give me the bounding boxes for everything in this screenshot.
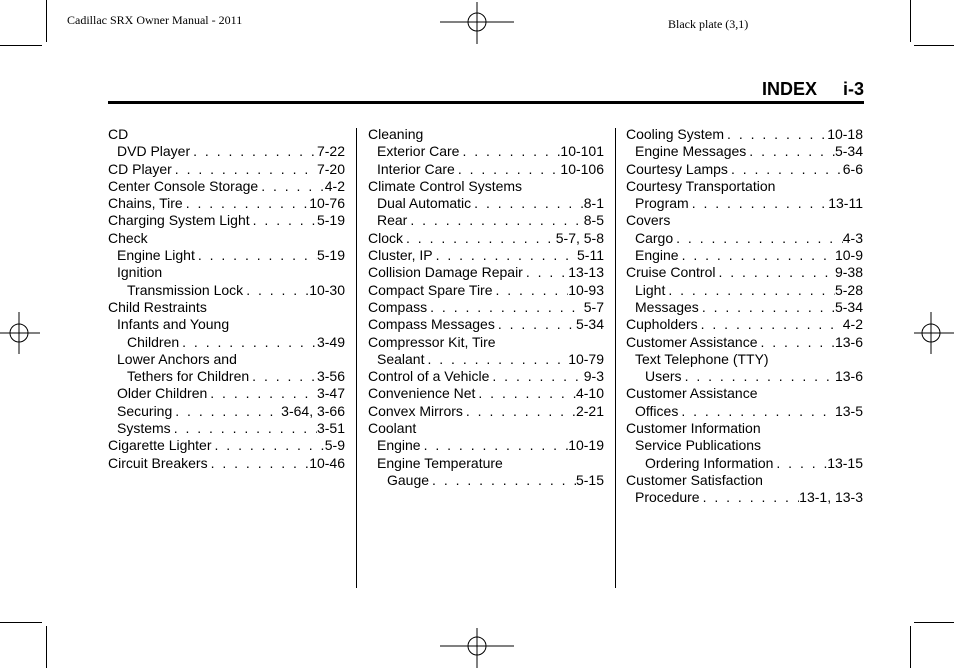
index-entry-page: 3-56 bbox=[316, 368, 345, 385]
index-entry-term: Compressor Kit, Tire bbox=[368, 333, 496, 350]
index-entry bbox=[368, 282, 604, 299]
index-entry-term: Users bbox=[645, 368, 682, 385]
index-entry-term: Gauge bbox=[387, 471, 430, 488]
dot-leader bbox=[700, 489, 800, 506]
index-entry bbox=[108, 264, 345, 281]
index-entry-term: Collision Damage Repair bbox=[368, 264, 523, 281]
page-number: i-3 bbox=[842, 79, 864, 99]
index-entry-page: 3-64, 3-66 bbox=[281, 402, 345, 419]
index-entry bbox=[626, 368, 863, 385]
index-entry bbox=[368, 143, 604, 160]
index-entry bbox=[626, 282, 863, 299]
index-entry-term: Compass Messages bbox=[368, 316, 495, 333]
dot-leader bbox=[728, 161, 843, 178]
dot-leader bbox=[495, 316, 576, 333]
index-entry-page: 5-34 bbox=[834, 143, 863, 160]
index-entry bbox=[626, 489, 863, 506]
index-entry bbox=[108, 334, 345, 351]
index-entry bbox=[108, 195, 345, 212]
index-entry bbox=[108, 247, 345, 264]
index-entry-term: Ordering Information bbox=[645, 454, 774, 471]
index-entry-page: 4-3 bbox=[842, 229, 863, 246]
registration-mark-icon bbox=[914, 312, 954, 354]
index-entry bbox=[368, 178, 604, 195]
index-entry-term: Compact Spare Tire bbox=[368, 281, 493, 298]
dot-leader bbox=[407, 212, 583, 229]
index-entry-page: 5-19 bbox=[316, 212, 345, 229]
dot-leader bbox=[250, 212, 317, 229]
index-entry-page: 5-7 bbox=[583, 298, 604, 315]
index-entry-page: 5-11 bbox=[577, 247, 604, 264]
index-entry-term: Interior Care bbox=[377, 160, 455, 177]
index-entry-page: 3-51 bbox=[316, 420, 345, 437]
index-entry bbox=[108, 126, 345, 143]
dot-leader bbox=[493, 282, 569, 299]
index-entry bbox=[368, 368, 604, 385]
index-entry bbox=[626, 195, 863, 212]
index-entry bbox=[626, 247, 863, 264]
dot-leader bbox=[179, 334, 317, 351]
index-entry-term: Clock bbox=[368, 229, 404, 246]
index-entry bbox=[368, 334, 604, 351]
index-entry-term: CD Player bbox=[108, 160, 172, 177]
registration-mark-icon bbox=[0, 312, 40, 354]
index-entry-page: 10-101 bbox=[560, 143, 604, 160]
index-entry-page: 10-46 bbox=[309, 454, 345, 471]
column-divider bbox=[615, 128, 616, 588]
registration-mark-icon bbox=[440, 628, 516, 668]
index-entry-term: Covers bbox=[626, 212, 671, 229]
crop-mark bbox=[0, 622, 42, 623]
index-column-3 bbox=[626, 126, 863, 507]
index-entry-page: 10-19 bbox=[568, 437, 604, 454]
index-entry-term: Coolant bbox=[368, 420, 417, 437]
dot-leader bbox=[433, 247, 577, 264]
index-entry bbox=[368, 212, 604, 229]
dot-leader bbox=[673, 230, 843, 247]
crop-mark bbox=[0, 45, 42, 46]
index-entry-term: Chains, Tire bbox=[108, 195, 183, 212]
dot-leader bbox=[523, 264, 568, 281]
dot-leader bbox=[679, 247, 835, 264]
index-entry-page: 4-2 bbox=[324, 177, 345, 194]
index-entry-term: Infants and Young bbox=[117, 316, 230, 333]
index-entry-term: CD bbox=[108, 126, 129, 142]
dot-leader bbox=[171, 420, 317, 437]
index-entry bbox=[626, 403, 863, 420]
dot-leader bbox=[403, 230, 556, 247]
index-entry bbox=[368, 437, 604, 454]
index-entry bbox=[368, 247, 604, 264]
index-entry-term: Courtesy Lamps bbox=[626, 160, 728, 177]
index-entry-page: 9-38 bbox=[834, 264, 863, 281]
index-entry bbox=[368, 385, 604, 402]
index-entry bbox=[108, 282, 345, 299]
dot-leader bbox=[724, 126, 827, 143]
index-entry-page: 5-19 bbox=[316, 247, 345, 264]
index-entry-page: 10-76 bbox=[309, 195, 345, 212]
index-entry-page: 13-5 bbox=[834, 402, 863, 419]
crop-mark bbox=[46, 0, 47, 42]
crop-mark bbox=[914, 622, 954, 623]
index-entry bbox=[108, 161, 345, 178]
index-entry-term: Offices bbox=[635, 402, 679, 419]
index-entry bbox=[626, 178, 863, 195]
dot-leader bbox=[665, 282, 835, 299]
index-entry-page: 7-20 bbox=[316, 160, 345, 177]
index-entry bbox=[626, 420, 863, 437]
index-entry bbox=[626, 351, 863, 368]
index-entry-term: Systems bbox=[117, 420, 171, 437]
index-entry-page: 13-1, 13-3 bbox=[799, 489, 863, 506]
dot-leader bbox=[207, 385, 317, 402]
index-entry bbox=[108, 299, 345, 316]
index-entry-page: 9-3 bbox=[583, 368, 604, 385]
index-entry-term: Service Publications bbox=[635, 437, 762, 454]
index-entry-page: 13-6 bbox=[834, 333, 863, 350]
index-entry bbox=[108, 455, 345, 472]
dot-leader bbox=[190, 143, 317, 160]
index-entry bbox=[626, 299, 863, 316]
index-entry-page: 10-93 bbox=[568, 281, 604, 298]
dot-leader bbox=[243, 282, 309, 299]
index-entry bbox=[108, 351, 345, 368]
index-entry-term: Charging System Light bbox=[108, 212, 250, 229]
index-entry-term: Center Console Storage bbox=[108, 177, 259, 194]
index-entry-page: 10-106 bbox=[560, 160, 604, 177]
dot-leader bbox=[429, 472, 576, 489]
index-entry-page: 13-6 bbox=[834, 368, 863, 385]
index-entry bbox=[368, 126, 604, 143]
index-entry-term: Courtesy Transportation bbox=[626, 177, 776, 194]
dot-leader bbox=[758, 334, 835, 351]
index-entry bbox=[626, 472, 863, 489]
index-entry-page: 10-18 bbox=[827, 126, 863, 142]
index-entry bbox=[368, 264, 604, 281]
index-entry-term: Cluster, IP bbox=[368, 247, 433, 264]
index-entry-term: Control of a Vehicle bbox=[368, 368, 490, 385]
page-title bbox=[762, 79, 864, 100]
index-entry bbox=[626, 161, 863, 178]
index-entry bbox=[108, 212, 345, 229]
index-entry bbox=[108, 178, 345, 195]
index-entry-term: Ignition bbox=[117, 264, 163, 281]
index-entry-term: Cleaning bbox=[368, 126, 424, 142]
index-entry-page: 7-22 bbox=[316, 143, 345, 160]
index-entry bbox=[368, 351, 604, 368]
index-entry bbox=[368, 316, 604, 333]
index-heading: INDEX bbox=[761, 79, 817, 99]
index-entry-page: 5-28 bbox=[834, 281, 863, 298]
index-entry-term: Child Restraints bbox=[108, 298, 207, 315]
index-entry bbox=[626, 455, 863, 472]
index-entry-term: Convenience Net bbox=[368, 385, 476, 402]
index-entry-page: 5-15 bbox=[575, 471, 604, 488]
index-entry bbox=[626, 264, 863, 281]
index-entry bbox=[108, 420, 345, 437]
index-entry-term: Engine Light bbox=[117, 247, 195, 264]
index-entry bbox=[368, 403, 604, 420]
dot-leader bbox=[678, 403, 835, 420]
index-entry bbox=[368, 299, 604, 316]
dot-leader bbox=[489, 368, 583, 385]
index-entry-term: Engine bbox=[377, 437, 421, 454]
index-entry-page: 10-9 bbox=[834, 247, 863, 264]
index-entry-page: 6-6 bbox=[842, 160, 863, 177]
index-entry-term: Older Children bbox=[117, 385, 208, 402]
index-entry bbox=[368, 195, 604, 212]
header-rule bbox=[108, 101, 864, 104]
registration-mark-icon bbox=[440, 2, 516, 44]
index-column-1 bbox=[108, 126, 345, 472]
index-entry bbox=[368, 472, 604, 489]
index-entry-page: 2-21 bbox=[575, 402, 604, 419]
dot-leader bbox=[746, 143, 835, 160]
crop-mark bbox=[914, 45, 954, 46]
index-entry-term: Climate Control Systems bbox=[368, 177, 523, 194]
index-entry-page: 10-79 bbox=[568, 350, 604, 367]
index-entry-term: Rear bbox=[377, 212, 408, 229]
index-entry bbox=[108, 385, 345, 402]
dot-leader bbox=[258, 178, 325, 195]
index-entry-term: Light bbox=[635, 281, 666, 298]
dot-leader bbox=[424, 351, 568, 368]
dot-leader bbox=[455, 161, 561, 178]
index-entry bbox=[626, 212, 863, 229]
index-entry-term: Customer Assistance bbox=[626, 385, 758, 402]
index-entry bbox=[368, 420, 604, 437]
index-entry bbox=[108, 143, 345, 160]
column-divider bbox=[356, 128, 357, 588]
crop-mark bbox=[910, 0, 911, 42]
index-entry bbox=[108, 368, 345, 385]
dot-leader bbox=[463, 403, 576, 420]
dot-leader bbox=[208, 455, 310, 472]
manual-title: Cadillac SRX Owner Manual - 2011 bbox=[67, 13, 243, 27]
dot-leader bbox=[682, 368, 835, 385]
index-entry-term: Dual Automatic bbox=[377, 195, 472, 212]
dot-leader bbox=[475, 385, 576, 402]
index-entry bbox=[108, 230, 345, 247]
index-entry-page: 13-11 bbox=[828, 195, 863, 212]
dot-leader bbox=[172, 161, 317, 178]
index-entry-term: Customer Information bbox=[626, 420, 761, 437]
index-entry-term: Transmission Lock bbox=[127, 281, 244, 298]
index-entry-page: 8-1 bbox=[583, 195, 604, 212]
index-entry-term: Convex Mirrors bbox=[368, 402, 463, 419]
index-entry bbox=[626, 334, 863, 351]
index-entry bbox=[108, 316, 345, 333]
index-entry bbox=[368, 161, 604, 178]
index-entry-term: Children bbox=[127, 333, 180, 350]
index-entry bbox=[626, 437, 863, 454]
index-entry-term: Text Telephone (TTY) bbox=[635, 350, 769, 367]
dot-leader bbox=[699, 299, 835, 316]
index-entry bbox=[626, 385, 863, 402]
index-entry-term: Sealant bbox=[377, 350, 425, 367]
index-entry-page: 13-15 bbox=[827, 454, 863, 471]
dot-leader bbox=[427, 299, 584, 316]
dot-leader bbox=[773, 455, 827, 472]
index-entry-term: Messages bbox=[635, 298, 699, 315]
index-entry-page: 5-34 bbox=[834, 298, 863, 315]
dot-leader bbox=[249, 368, 317, 385]
plate-label: Black plate (3,1) bbox=[668, 17, 749, 31]
index-entry bbox=[368, 230, 604, 247]
index-entry bbox=[626, 143, 863, 160]
index-entry bbox=[626, 230, 863, 247]
index-entry-term: Circuit Breakers bbox=[108, 454, 208, 471]
index-entry-page: 4-10 bbox=[575, 385, 604, 402]
index-entry-page: 13-13 bbox=[568, 264, 604, 281]
crop-mark bbox=[46, 626, 47, 668]
index-entry-page: 5-34 bbox=[575, 316, 604, 333]
index-entry-page: 3-47 bbox=[316, 385, 345, 402]
dot-leader bbox=[689, 195, 829, 212]
index-entry bbox=[626, 316, 863, 333]
index-entry-term: Cooling System bbox=[626, 126, 725, 142]
index-entry-term: Engine bbox=[635, 247, 679, 264]
dot-leader bbox=[471, 195, 584, 212]
index-entry-term: Engine Temperature bbox=[377, 454, 503, 471]
index-entry bbox=[108, 437, 345, 454]
dot-leader bbox=[195, 247, 317, 264]
index-entry-page: 4-2 bbox=[842, 316, 863, 333]
index-entry-term: Program bbox=[635, 195, 689, 212]
index-entry-page: 8-5 bbox=[583, 212, 604, 229]
dot-leader bbox=[459, 143, 560, 160]
dot-leader bbox=[172, 403, 281, 420]
dot-leader bbox=[183, 195, 309, 212]
index-entry-term: Securing bbox=[117, 402, 173, 419]
index-entry-page: 5-7, 5-8 bbox=[555, 229, 604, 246]
index-entry-term: Procedure bbox=[635, 489, 700, 506]
index-entry bbox=[368, 455, 604, 472]
index-entry-term: Customer Assistance bbox=[626, 333, 758, 350]
dot-leader bbox=[212, 437, 325, 454]
index-entry-term: Customer Satisfaction bbox=[626, 471, 763, 488]
index-entry-term: DVD Player bbox=[117, 143, 191, 160]
index-entry-page: 10-30 bbox=[309, 281, 345, 298]
index-entry-term: Check bbox=[108, 229, 148, 246]
index-entry-page: 3-49 bbox=[316, 333, 345, 350]
dot-leader bbox=[698, 316, 843, 333]
crop-mark bbox=[910, 626, 911, 668]
index-column-2 bbox=[368, 126, 604, 489]
dot-leader bbox=[715, 264, 834, 281]
index-entry-term: Lower Anchors and bbox=[117, 350, 237, 367]
index-entry-term: Tethers for Children bbox=[127, 368, 250, 385]
dot-leader bbox=[421, 437, 569, 454]
index-entry-page: 5-9 bbox=[324, 437, 345, 454]
index-entry-term: Exterior Care bbox=[377, 143, 460, 160]
index-entry-term: Cruise Control bbox=[626, 264, 716, 281]
index-entry-term: Cigarette Lighter bbox=[108, 437, 212, 454]
index-entry-term: Compass bbox=[368, 298, 428, 315]
index-entry-term: Engine Messages bbox=[635, 143, 747, 160]
index-entry-term: Cargo bbox=[635, 229, 674, 246]
index-entry-term: Cupholders bbox=[626, 316, 698, 333]
index-entry bbox=[108, 403, 345, 420]
index-entry bbox=[626, 126, 863, 143]
